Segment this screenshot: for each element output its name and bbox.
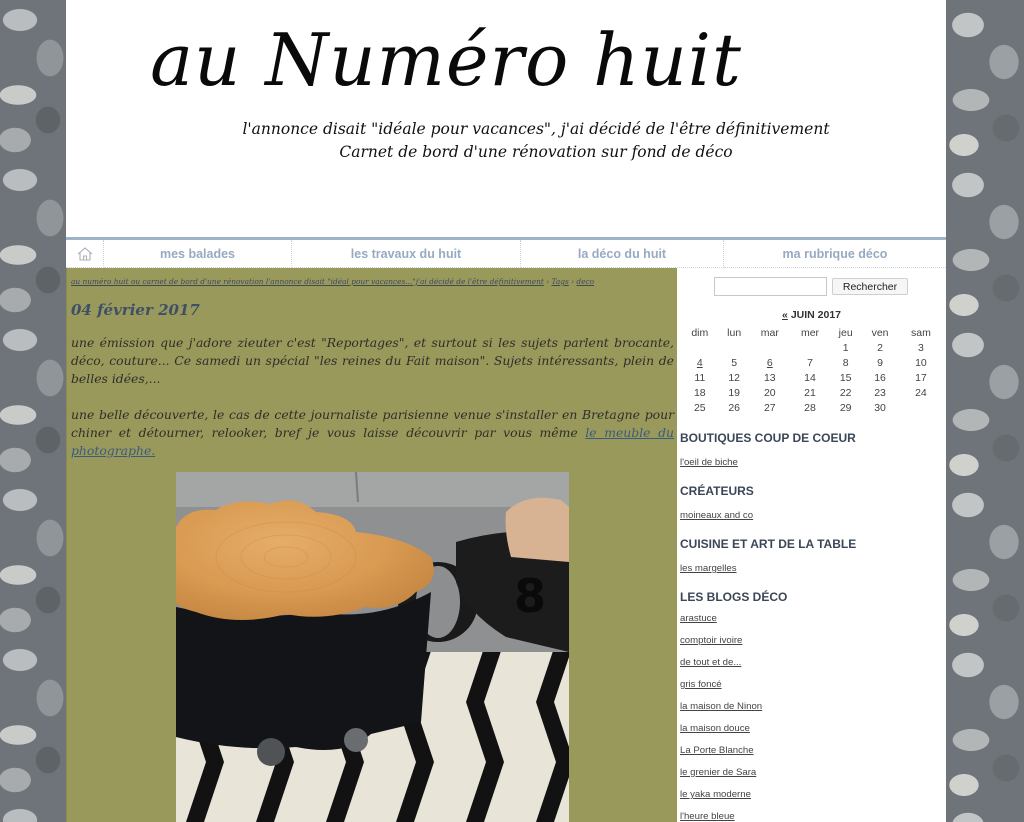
calendar-weekday: mer (800, 326, 820, 339)
calendar (681, 325, 943, 415)
calendar-day: 17 (915, 371, 927, 384)
breadcrumb (71, 277, 676, 286)
calendar-weekday: ven (871, 326, 889, 339)
site-header (66, 0, 946, 237)
calendar-day: 24 (915, 386, 927, 399)
site-subtitle: Carnet de bord d'une rénovation sur fond de déco (339, 143, 733, 161)
main-content (66, 268, 677, 822)
calendar-day: 8 (842, 356, 849, 369)
section-heading: LES BLOGS DÉCO (680, 590, 788, 604)
calendar-day: 27 (763, 401, 776, 414)
calendar-day: 1 (842, 341, 849, 354)
sidebar-link[interactable]: moineaux and co (680, 510, 754, 521)
sidebar-link[interactable]: l'oeil de biche (680, 457, 738, 468)
nav-ma-rubrique-deco[interactable]: ma rubrique déco (724, 240, 946, 268)
section-blogs-deco (680, 590, 787, 822)
calendar-day: 20 (763, 386, 776, 399)
calendar-weekday: mar (760, 326, 779, 339)
calendar-day-link[interactable]: 6 (766, 356, 773, 369)
calendar-day: 7 (807, 356, 813, 369)
calendar-day: 22 (839, 386, 852, 399)
sidebar-link[interactable]: la maison douce (680, 723, 750, 734)
sidebar-link[interactable]: gris foncé (680, 679, 722, 690)
calendar-day (681, 340, 719, 355)
calendar-day (790, 340, 830, 355)
calendar-month: JUIN 2017 (790, 309, 842, 321)
calendar-day: 18 (693, 386, 706, 399)
nav-la-deco-du-huit[interactable]: la déco du huit (521, 240, 724, 268)
pebble-background-right (946, 0, 1024, 822)
calendar-day: 11 (694, 371, 706, 384)
sidebar-link[interactable]: le yaka moderne (680, 789, 751, 800)
stump-table-photo (176, 472, 569, 822)
calendar-day: 28 (804, 401, 816, 414)
post-paragraph-text: une belle découverte, le cas de cette journaliste parisienne venue s'installer en Bretagne pour chiner et détourner, relooker, bref je vous laisse découvrir par vous même (71, 407, 674, 440)
sidebar-link[interactable]: la maison de Ninon (680, 701, 763, 712)
page-container (66, 0, 946, 822)
section-heading: BOUTIQUES COUP DE COEUR (680, 431, 856, 445)
calendar-day: 21 (804, 386, 816, 399)
section-createurs (680, 484, 754, 521)
section-boutiques (680, 431, 856, 468)
calendar-day (899, 400, 943, 415)
calendar-title (677, 309, 946, 321)
calendar-day: 19 (728, 386, 740, 399)
sidebar-link[interactable]: les margelles (680, 563, 737, 574)
svg-text:8: 8 (514, 569, 547, 623)
calendar-day (719, 340, 750, 355)
calendar-day: 2 (877, 341, 883, 354)
calendar-prev-month-link[interactable]: « (781, 309, 788, 321)
sidebar-link[interactable]: arastuce (680, 613, 717, 624)
calendar-day: 5 (731, 356, 738, 369)
post-paragraph: une émission que j'adore zieuter c'est "Reportages", et surtout si les sujets parlent brocante, déco, couture... Ce samedi un spécial "les reines du Fait maison". Sujets intéressants, plein de belles idées,... (71, 335, 674, 386)
calendar-weekday: lun (727, 326, 742, 339)
nav-mes-balades[interactable]: mes balades (104, 240, 292, 268)
breadcrumb-separator: › (568, 277, 577, 286)
search-button[interactable]: Rechercher (832, 278, 908, 295)
post-paragraph (71, 406, 674, 460)
sidebar-link[interactable]: La Porte Blanche (680, 745, 754, 756)
calendar-day: 25 (693, 401, 706, 414)
meuble-du-photographe-link[interactable]: le meuble du photographe. (71, 425, 675, 458)
post-date: 04 février 2017 (71, 301, 200, 319)
breadcrumb-tag-link[interactable]: deco (576, 277, 595, 286)
calendar-day: 10 (915, 356, 927, 369)
section-heading: CUISINE ET ART DE LA TABLE (680, 537, 857, 551)
calendar-day: 9 (877, 356, 883, 369)
post-body (71, 334, 674, 478)
calendar-day: 3 (918, 341, 924, 354)
sidebar-link[interactable]: de tout et de... (680, 657, 742, 668)
calendar-day: 26 (728, 401, 740, 414)
calendar-weekday: dim (691, 326, 709, 339)
calendar-day: 12 (728, 371, 740, 384)
calendar-day: 29 (839, 401, 852, 414)
sidebar-link[interactable]: comptoir ivoire (680, 635, 743, 646)
calendar-day: 16 (874, 371, 886, 384)
calendar-day (750, 340, 790, 355)
calendar-day: 15 (839, 371, 852, 384)
calendar-day-link[interactable]: 4 (696, 356, 703, 369)
site-tagline: l'annonce disait "idéale pour vacances", j'ai décidé de l'être définitivement (242, 120, 830, 138)
home-icon (77, 247, 93, 261)
nav-home[interactable] (66, 240, 104, 268)
site-title[interactable]: au Numéro huit (150, 18, 742, 102)
breadcrumb-tags-link[interactable]: Tags (551, 277, 569, 286)
calendar-weekday: sam (911, 326, 931, 339)
main-nav (66, 237, 946, 268)
breadcrumb-separator: › (543, 277, 552, 286)
search-input[interactable] (714, 277, 827, 296)
calendar-weekday: jeu (838, 326, 853, 339)
section-heading: CRÉATEURS (680, 484, 754, 498)
calendar-day: 13 (763, 371, 776, 384)
post-photo[interactable] (176, 472, 569, 822)
section-cuisine (680, 537, 856, 574)
calendar-day: 14 (804, 371, 816, 384)
calendar-day: 23 (874, 386, 886, 399)
breadcrumb-blog-link[interactable]: au numéro huit ou carnet de bord d'une rénovation l'annonce disait "idéal pour vacances..."j'ai décidé de l'être définitivement (71, 277, 544, 286)
nav-les-travaux-du-huit[interactable]: les travaux du huit (292, 240, 521, 268)
calendar-day: 30 (874, 401, 886, 414)
sidebar-link[interactable]: le grenier de Sara (680, 767, 757, 778)
sidebar-link[interactable]: l'heure bleue (680, 811, 735, 822)
sidebar (677, 268, 946, 822)
